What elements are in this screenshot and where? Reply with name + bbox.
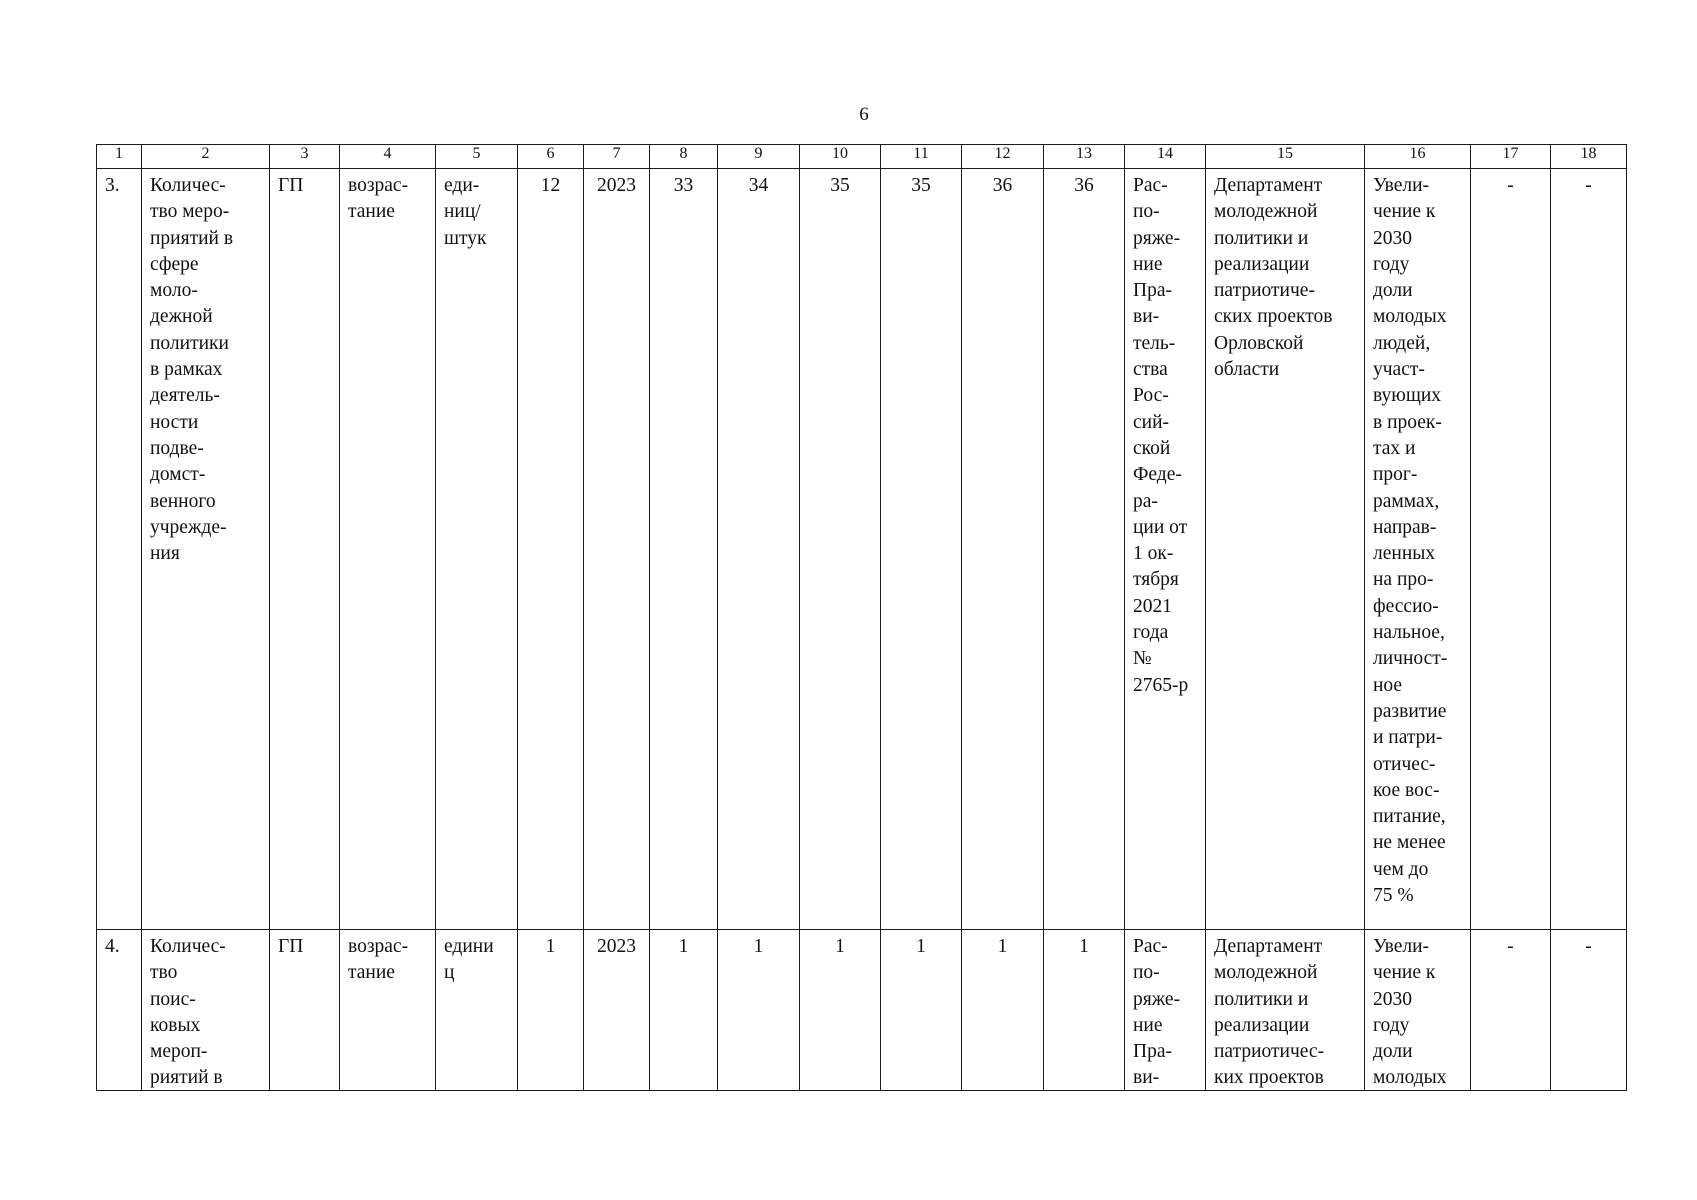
unit-cell: еди- ниц/ штук <box>436 169 518 930</box>
base-year-cell: 2023 <box>584 169 650 930</box>
column-header: 9 <box>718 145 800 169</box>
value-cell: 36 <box>1044 169 1125 930</box>
column-header: 6 <box>518 145 584 169</box>
value-cell: 1 <box>1044 930 1125 1091</box>
indicator-name-cell: Количес- тво поис- ковых мероп- риятий в <box>142 930 270 1091</box>
column-header: 4 <box>340 145 436 169</box>
base-value-cell: 12 <box>518 169 584 930</box>
trend-cell: возрас- тание <box>340 930 436 1091</box>
responsible-cell: Департамент молодежной политики и реализации патриотичес- ких проектов <box>1206 930 1365 1091</box>
row-number-cell: 3. <box>97 169 142 930</box>
value-cell: 36 <box>962 169 1044 930</box>
trend-cell: возрас- тание <box>340 169 436 930</box>
column-number-header-row <box>97 145 1627 169</box>
indicators-table <box>96 144 1627 1091</box>
indicator-name-cell: Количес- тво меро- приятий в сфере моло- дежной политики в рамках деятель- ности подве- домст- венного учрежде- ния <box>142 169 270 930</box>
value-cell: 1 <box>881 930 962 1091</box>
column-header: 13 <box>1044 145 1125 169</box>
unit-cell: едини ц <box>436 930 518 1091</box>
dash-cell: - <box>1471 169 1551 930</box>
base-year-cell: 2023 <box>584 930 650 1091</box>
level-cell: ГП <box>270 169 340 930</box>
dash-cell: - <box>1551 169 1627 930</box>
column-header: 18 <box>1551 145 1627 169</box>
page-number: 6 <box>859 104 869 125</box>
column-header: 12 <box>962 145 1044 169</box>
table-row <box>97 930 1627 1091</box>
table-row <box>97 169 1627 930</box>
column-header: 14 <box>1125 145 1206 169</box>
value-cell: 34 <box>718 169 800 930</box>
column-header: 11 <box>881 145 962 169</box>
column-header: 15 <box>1206 145 1365 169</box>
value-cell: 1 <box>650 930 718 1091</box>
column-header: 2 <box>142 145 270 169</box>
column-header: 16 <box>1365 145 1471 169</box>
row-number-cell: 4. <box>97 930 142 1091</box>
dash-cell: - <box>1551 930 1627 1091</box>
column-header: 5 <box>436 145 518 169</box>
goal-link-cell: Увели- чение к 2030 году доли молодых людей, участ- вующих в проек- тах и прог- раммах, направ- ленных на про- фессио- нальное, личност- ное развитие и патри- отичес- кое вос- питание, не менее чем до 75 % <box>1365 169 1471 930</box>
value-cell: 1 <box>718 930 800 1091</box>
responsible-cell: Департамент молодежной политики и реализации патриотиче- ских проектов Орловской области <box>1206 169 1365 930</box>
value-cell: 35 <box>881 169 962 930</box>
column-header: 7 <box>584 145 650 169</box>
level-cell: ГП <box>270 930 340 1091</box>
column-header: 3 <box>270 145 340 169</box>
value-cell: 35 <box>800 169 881 930</box>
column-header: 10 <box>800 145 881 169</box>
document-cell: Рас- по- ряже- ние Пра- ви- тель- ства Рос- сий- ской Феде- ра- ции от 1 ок- тября 2021 года № 2765-р <box>1125 169 1206 930</box>
value-cell: 1 <box>800 930 881 1091</box>
document-cell: Рас- по- ряже- ние Пра- ви- <box>1125 930 1206 1091</box>
column-header: 8 <box>650 145 718 169</box>
goal-link-cell: Увели- чение к 2030 году доли молодых <box>1365 930 1471 1091</box>
column-header: 1 <box>97 145 142 169</box>
base-value-cell: 1 <box>518 930 584 1091</box>
dash-cell: - <box>1471 930 1551 1091</box>
value-cell: 33 <box>650 169 718 930</box>
value-cell: 1 <box>962 930 1044 1091</box>
column-header: 17 <box>1471 145 1551 169</box>
